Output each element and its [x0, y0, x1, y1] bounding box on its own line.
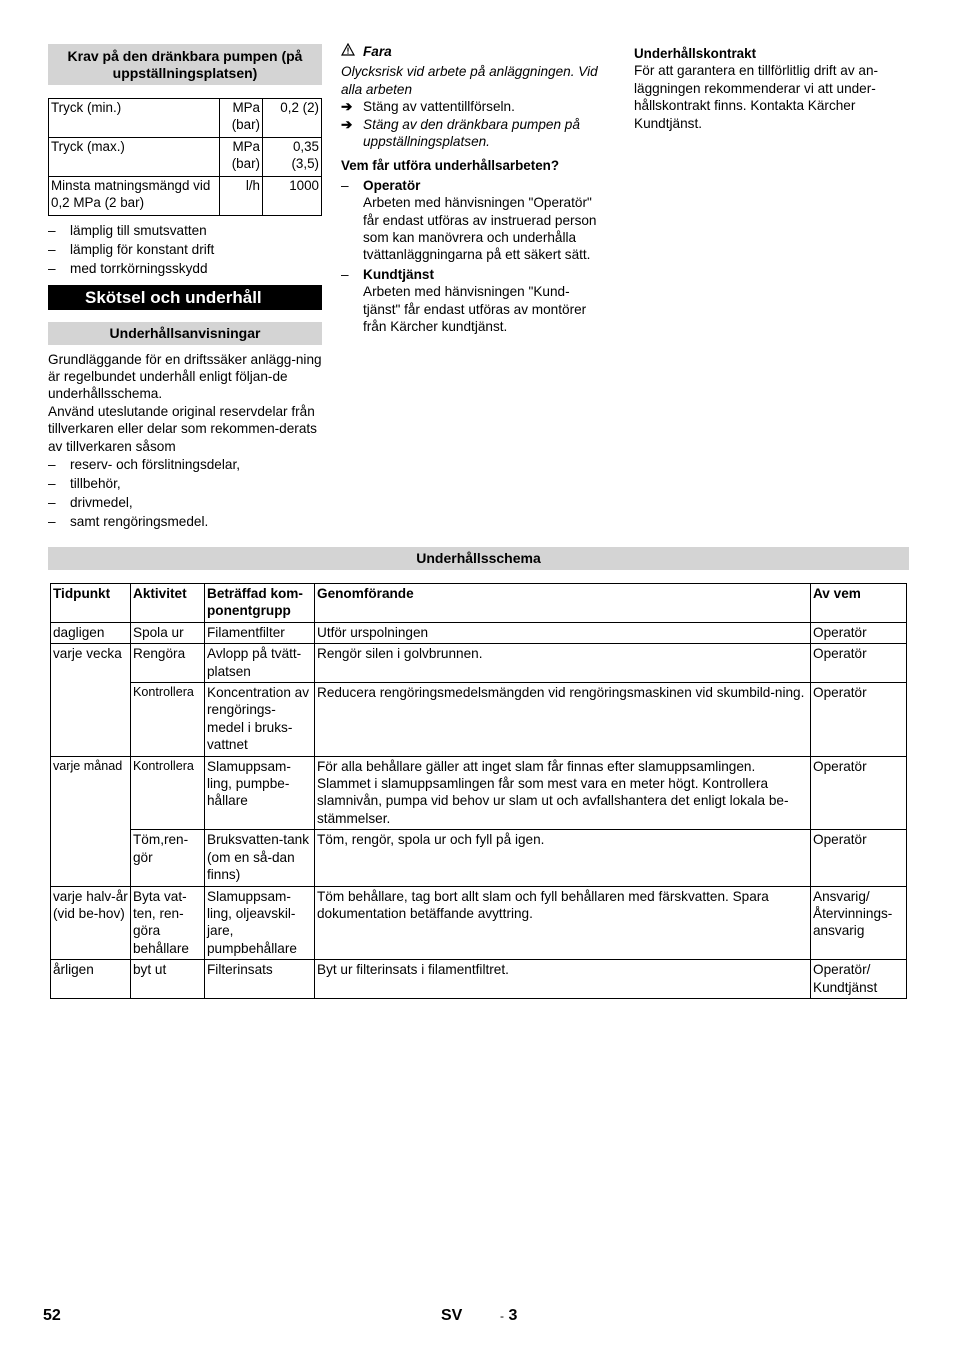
- section-page: 3: [508, 1307, 518, 1324]
- cell-activity: byt ut: [131, 960, 205, 999]
- warning-title: Fara: [363, 44, 392, 59]
- table-row: [51, 960, 907, 999]
- contract-text: För att garantera en tillförlitlig drift av an-läggningen rekommenderar vi att under-hållskontrakt finns. Kontakta Kärcher Kundtjänst.: [634, 63, 879, 131]
- cell-who: Operatör: [811, 644, 907, 683]
- table-row: [51, 886, 907, 960]
- arrow-right-icon: ➔: [341, 116, 353, 132]
- spec-row: [49, 99, 322, 138]
- section-title: Skötsel och underhåll: [48, 285, 322, 310]
- cell-component: Koncentration av rengörings-medel i bruks-vattnet: [205, 683, 315, 757]
- cell-component: Filamentfilter: [205, 622, 315, 643]
- separator: -: [500, 1309, 504, 1323]
- cell-time: årligen: [51, 960, 131, 999]
- maintenance-instructions-heading: Underhållsanvisningar: [48, 322, 322, 345]
- list-item: – lämplig för konstant drift: [48, 242, 215, 258]
- cell-who: Ansvarig/ Återvinnings-ansvarig: [811, 886, 907, 960]
- cell-activity: Byta vat-ten, ren-göra behållare: [131, 886, 205, 960]
- spec-unit: l/h: [220, 177, 263, 216]
- spec-label: Tryck (max.): [49, 138, 220, 177]
- language-code: SV: [441, 1307, 463, 1324]
- cell-activity: Spola ur: [131, 622, 205, 643]
- cell-activity: Kontrollera: [131, 683, 205, 757]
- cell-activity: Rengöra: [131, 644, 205, 683]
- column-header: Aktivitet: [131, 584, 205, 623]
- spec-row: [49, 138, 322, 177]
- cell-time: varje vecka: [51, 644, 131, 756]
- pump-feature-list: [48, 221, 322, 279]
- spec-label: Tryck (min.): [49, 99, 220, 138]
- table-row: [51, 644, 907, 683]
- role-name: Operatör: [363, 177, 421, 193]
- column-header: Tidpunkt: [51, 584, 131, 623]
- table-row: [51, 830, 907, 886]
- column-header: Genomförande: [315, 584, 811, 623]
- cell-component: Avlopp på tvätt-platsen: [205, 644, 315, 683]
- cell-who: Operatör: [811, 830, 907, 886]
- who-heading: Vem får utföra underhållsarbeten?: [341, 158, 560, 174]
- warning-header: [341, 43, 615, 60]
- cell-component: Slamuppsam-ling, pumpbe-hållare: [205, 756, 315, 830]
- cell-component: Bruksvatten-tank (om en så-dan finns): [205, 830, 315, 886]
- paragraph: Grundläggande för en driftssäker anlägg-ning är regelbundet underhåll enligt följan-de underhållsschema.: [48, 351, 322, 402]
- role-text: Arbeten med hänvisningen "Kund-tjänst" får endast utföras av montörer från Kärcher kundtjänst.: [363, 284, 587, 335]
- column-right: [634, 45, 908, 132]
- step-text: Stäng av vattentillförseln.: [363, 99, 515, 115]
- cell-time: dagligen: [51, 622, 131, 643]
- spec-unit: MPa (bar): [220, 99, 263, 138]
- section-page-number: [500, 1307, 517, 1325]
- spec-value: 0,35 (3,5): [263, 138, 322, 177]
- cell-action: Byt ur filterinsats i filamentfiltret.: [315, 960, 811, 999]
- cell-component: Slamuppsam-ling, oljeavskil-jare, pumpbehållare: [205, 886, 315, 960]
- column-left: [48, 44, 322, 531]
- role-item: – Kundtjänst Arbeten med hänvisningen "Kund-tjänst" får endast utföras av montörer från Kärcher kundtjänst.: [341, 266, 615, 336]
- pump-requirements-heading: [48, 44, 322, 85]
- list-item: – tillbehör,: [48, 476, 121, 492]
- table-row: [51, 622, 907, 643]
- list-item: – reserv- och förslitningsdelar,: [48, 457, 240, 473]
- cell-activity: Töm,ren-gör: [131, 830, 205, 886]
- list-item: – med torrkörningsskydd: [48, 261, 208, 277]
- cell-who: Operatör: [811, 622, 907, 643]
- pump-spec-table: [48, 98, 322, 216]
- step-text: Stäng av den dränkbara pumpen på uppställningsplatsen.: [363, 116, 580, 150]
- contract-heading: Underhållskontrakt: [634, 46, 757, 61]
- arrow-right-icon: ➔: [341, 99, 353, 115]
- pump-requirements-heading-text: Krav på den dränkbara pumpen (på uppställningsplatsen): [67, 48, 303, 81]
- spec-row: [49, 177, 322, 216]
- cell-time: varje månad: [51, 756, 131, 886]
- cell-action: Töm, rengör, spola ur och fyll på igen.: [315, 830, 811, 886]
- parts-list: [48, 455, 322, 531]
- cell-component: Filterinsats: [205, 960, 315, 999]
- cell-action: För alla behållare gäller att inget slam får finnas efter slamuppsamlingen. Slammet i slamuppsamlingen får som mest vara en meter högt. Kontrollera slamnivån, pumpa vid behov ur slam ut och avfallshantera det enligt lokala be-stämmelser.: [315, 756, 811, 830]
- column-middle: [341, 43, 615, 336]
- spec-value: 0,2 (2): [263, 99, 322, 138]
- spec-value: 1000: [263, 177, 322, 216]
- cell-who: Operatör: [811, 756, 907, 830]
- warning-triangle-icon: [341, 43, 358, 60]
- maintenance-schedule-table: [50, 583, 907, 999]
- role-text: Arbeten med hänvisningen "Operatör" får endast utföras av instruerad person som kan manövrera och underhålla tvättanläggningarna på ett säkert sätt.: [363, 195, 597, 263]
- spec-unit: MPa (bar): [220, 138, 263, 177]
- role-item: – Operatör Arbeten med hänvisningen "Operatör" får endast utföras av instruerad person som kan manövrera och underhålla tvättanläggningarna på ett säkert sätt.: [341, 177, 615, 264]
- table-header-row: [51, 584, 907, 623]
- spec-label: Minsta matningsmängd vid 0,2 MPa (2 bar): [49, 177, 220, 216]
- list-item: – samt rengöringsmedel.: [48, 514, 209, 530]
- cell-action: Töm behållare, tag bort allt slam och fyll behållaren med färskvatten. Spara dokumentation betäffande avyttring.: [315, 886, 811, 960]
- paragraph: Använd uteslutande original reservdelar från tillverkaren eller delar som rekommen-derats av tillverkaren såsom: [48, 403, 317, 454]
- maintenance-text: [48, 351, 322, 455]
- cell-action: Rengör silen i golvbrunnen.: [315, 644, 811, 683]
- schedule-title: Underhållsschema: [48, 547, 909, 570]
- table-row: [51, 756, 907, 830]
- table-row: [51, 683, 907, 757]
- step-item: [341, 98, 615, 115]
- cell-activity: Kontrollera: [131, 756, 205, 830]
- page-number: 52: [43, 1307, 61, 1324]
- role-name: Kundtjänst: [363, 266, 434, 282]
- list-item: – drivmedel,: [48, 495, 133, 511]
- cell-who: Operatör: [811, 683, 907, 757]
- step-item: [341, 116, 615, 151]
- cell-time: varje halv-år (vid be-hov): [51, 886, 131, 960]
- warning-text: Olycksrisk vid arbete på anläggningen. Vid alla arbeten: [341, 64, 598, 97]
- list-item: – lämplig till smutsvatten: [48, 223, 207, 238]
- column-header: Beträffad kom-ponentgrupp: [205, 584, 315, 623]
- column-header: Av vem: [811, 584, 907, 623]
- cell-action: Utför urspolningen: [315, 622, 811, 643]
- cell-action: Reducera rengöringsmedelsmängden vid rengöringsmaskinen vid skumbild-ning.: [315, 683, 811, 757]
- cell-who: Operatör/ Kundtjänst: [811, 960, 907, 999]
